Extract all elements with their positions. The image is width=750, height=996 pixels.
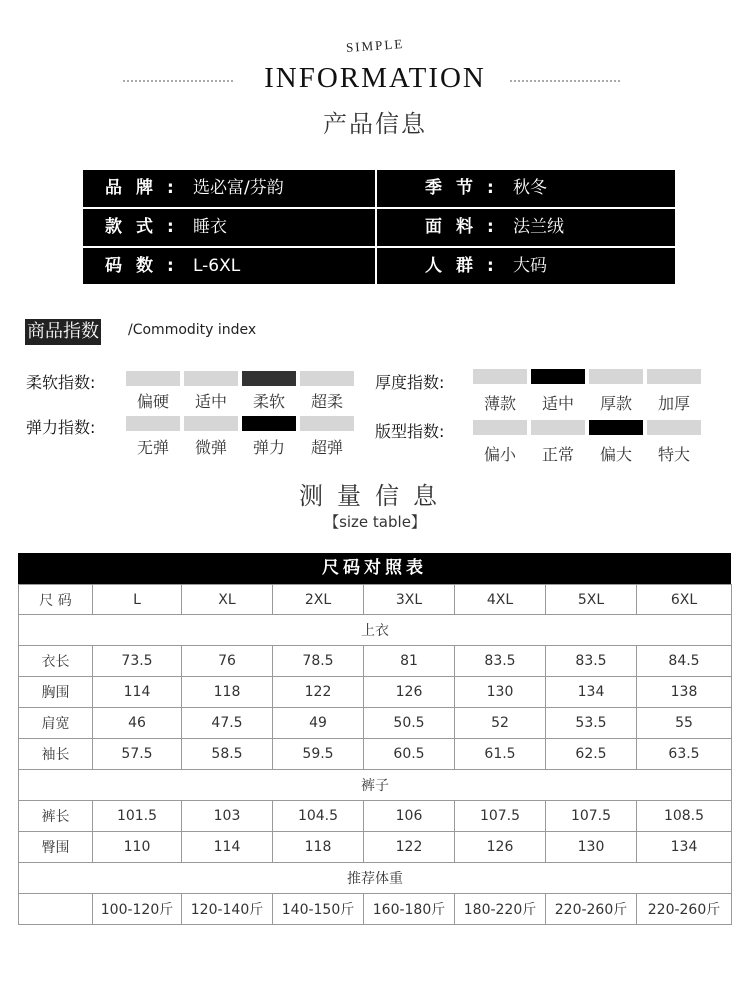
size-header-cell: 5XL — [546, 585, 637, 615]
size-header-label: 尺 码 — [19, 585, 93, 615]
table-cell: 61.5 — [455, 739, 546, 770]
fit-option: 正常 — [541, 445, 574, 464]
softness-option: 偏硬 — [136, 392, 169, 411]
elasticity-scale-bar — [126, 416, 180, 431]
table-cell: 107.5 — [455, 801, 546, 832]
row-label — [19, 894, 93, 925]
fit-scale-bar — [473, 420, 527, 435]
row-label: 臀围 — [19, 832, 93, 863]
size-section-row — [19, 863, 732, 894]
info-value: 法兰绒 — [513, 217, 564, 237]
info-divider — [83, 207, 675, 209]
table-cell: 122 — [273, 677, 364, 708]
softness-option: 超柔 — [310, 392, 343, 411]
fit-scale-bar-selected — [589, 420, 643, 435]
table-cell: 62.5 — [546, 739, 637, 770]
table-cell: 53.5 — [546, 708, 637, 739]
table-cell: 126 — [455, 832, 546, 863]
table-cell: 138 — [637, 677, 732, 708]
row-label: 肩宽 — [19, 708, 93, 739]
size-header-cell: 4XL — [455, 585, 546, 615]
table-cell: 73.5 — [93, 646, 182, 677]
table-cell: 59.5 — [273, 739, 364, 770]
table-cell: 110 — [93, 832, 182, 863]
softness-option: 适中 — [194, 392, 227, 411]
size-header-cell: L — [93, 585, 182, 615]
table-cell: 83.5 — [546, 646, 637, 677]
size-table — [18, 584, 732, 925]
table-row — [19, 677, 732, 708]
table-cell: 100-120斤 — [93, 894, 182, 925]
info-key: 品牌: — [105, 178, 188, 198]
table-cell: 81 — [364, 646, 455, 677]
measure-title: 测量信息 — [299, 482, 451, 510]
thickness-scale-bar — [589, 369, 643, 384]
info-key: 款式: — [105, 217, 188, 237]
table-cell: 180-220斤 — [455, 894, 546, 925]
page-subtitle: 产品信息 — [323, 110, 427, 138]
table-cell: 140-150斤 — [273, 894, 364, 925]
table-cell: 55 — [637, 708, 732, 739]
info-value: 大码 — [513, 256, 547, 276]
table-cell: 160-180斤 — [364, 894, 455, 925]
table-cell: 101.5 — [93, 801, 182, 832]
softness-scale-bar — [300, 371, 354, 386]
thickness-scale-bar-selected — [531, 369, 585, 384]
row-label: 胸围 — [19, 677, 93, 708]
info-brand — [83, 170, 375, 206]
size-header-cell: 3XL — [364, 585, 455, 615]
size-table-title: 尺码对照表 — [18, 553, 731, 584]
size-header-cell: XL — [182, 585, 273, 615]
info-key: 码数: — [105, 256, 188, 276]
table-cell: 57.5 — [93, 739, 182, 770]
table-cell: 108.5 — [637, 801, 732, 832]
row-label: 裤长 — [19, 801, 93, 832]
info-crowd — [377, 248, 675, 284]
table-row — [19, 894, 732, 925]
commodity-index-label: 商品指数 — [25, 319, 101, 345]
table-row — [19, 801, 732, 832]
size-header-row — [19, 585, 732, 615]
table-cell: 134 — [637, 832, 732, 863]
size-section-title: 裤子 — [19, 770, 732, 801]
commodity-index-sublabel: /Commodity index — [128, 322, 257, 338]
elasticity-scale-bar — [300, 416, 354, 431]
table-cell: 220-260斤 — [546, 894, 637, 925]
table-cell: 47.5 — [182, 708, 273, 739]
elasticity-option: 微弹 — [194, 438, 227, 457]
right-dotted-divider — [510, 80, 620, 82]
table-row — [19, 646, 732, 677]
table-cell: 84.5 — [637, 646, 732, 677]
table-cell: 58.5 — [182, 739, 273, 770]
table-cell: 104.5 — [273, 801, 364, 832]
fit-scale-bar — [647, 420, 701, 435]
info-value: L-6XL — [193, 256, 241, 276]
table-cell: 49 — [273, 708, 364, 739]
info-value: 秋冬 — [513, 178, 547, 198]
thickness-option: 薄款 — [483, 394, 516, 413]
table-cell: 103 — [182, 801, 273, 832]
table-row — [19, 832, 732, 863]
table-cell: 126 — [364, 677, 455, 708]
product-info-table — [83, 170, 675, 284]
table-cell: 120-140斤 — [182, 894, 273, 925]
fit-option: 偏小 — [483, 445, 516, 464]
thickness-option: 厚款 — [599, 394, 632, 413]
table-cell: 130 — [546, 832, 637, 863]
table-row — [19, 739, 732, 770]
thickness-index-label: 厚度指数: — [375, 373, 445, 392]
thickness-option: 适中 — [541, 394, 574, 413]
elasticity-index-label: 弹力指数: — [26, 418, 96, 437]
table-cell: 114 — [182, 832, 273, 863]
softness-option: 柔软 — [252, 392, 285, 411]
table-cell: 63.5 — [637, 739, 732, 770]
info-key: 人群: — [425, 256, 508, 276]
elasticity-scale-bar-selected — [242, 416, 296, 431]
softness-scale-bar — [126, 371, 180, 386]
elasticity-option: 超弹 — [310, 438, 343, 457]
table-cell: 50.5 — [364, 708, 455, 739]
size-section-title: 上衣 — [19, 615, 732, 646]
table-cell: 76 — [182, 646, 273, 677]
size-header-cell: 6XL — [637, 585, 732, 615]
fit-index-label: 版型指数: — [375, 422, 445, 441]
info-value: 睡衣 — [193, 217, 227, 237]
table-cell: 78.5 — [273, 646, 364, 677]
table-cell: 106 — [364, 801, 455, 832]
row-label: 衣长 — [19, 646, 93, 677]
table-cell: 52 — [455, 708, 546, 739]
info-fabric — [377, 209, 675, 245]
table-cell: 118 — [273, 832, 364, 863]
info-key: 季节: — [425, 178, 508, 198]
table-cell: 130 — [455, 677, 546, 708]
fit-scale-bar — [531, 420, 585, 435]
info-size — [83, 248, 375, 284]
thickness-option: 加厚 — [657, 394, 690, 413]
fit-option: 特大 — [657, 445, 690, 464]
thickness-scale-bar — [647, 369, 701, 384]
table-cell: 114 — [93, 677, 182, 708]
size-section-title: 推荐体重 — [19, 863, 732, 894]
table-cell: 107.5 — [546, 801, 637, 832]
softness-index-label: 柔软指数: — [26, 373, 96, 392]
size-section-row — [19, 770, 732, 801]
table-cell: 83.5 — [455, 646, 546, 677]
softness-scale-bar — [184, 371, 238, 386]
table-cell: 220-260斤 — [637, 894, 732, 925]
page-title: INFORMATION — [264, 62, 486, 94]
softness-scale-bar-selected — [242, 371, 296, 386]
table-cell: 60.5 — [364, 739, 455, 770]
elasticity-scale-bar — [184, 416, 238, 431]
elasticity-option: 弹力 — [252, 438, 285, 457]
size-section-row — [19, 615, 732, 646]
size-header-cell: 2XL — [273, 585, 364, 615]
info-key: 面料: — [425, 217, 508, 237]
measure-subtitle: 【size table】 — [324, 513, 426, 531]
table-cell: 134 — [546, 677, 637, 708]
row-label: 袖长 — [19, 739, 93, 770]
table-cell: 122 — [364, 832, 455, 863]
info-divider — [83, 246, 675, 248]
info-value: 选必富/芬韵 — [193, 178, 284, 198]
table-cell: 118 — [182, 677, 273, 708]
info-season — [377, 170, 675, 206]
info-style — [83, 209, 375, 245]
table-row — [19, 708, 732, 739]
thickness-scale-bar — [473, 369, 527, 384]
info-divider — [375, 170, 377, 284]
fit-option: 偏大 — [599, 445, 632, 464]
simple-label: SIMPLE — [345, 35, 405, 56]
elasticity-option: 无弹 — [136, 438, 169, 457]
table-cell: 46 — [93, 708, 182, 739]
